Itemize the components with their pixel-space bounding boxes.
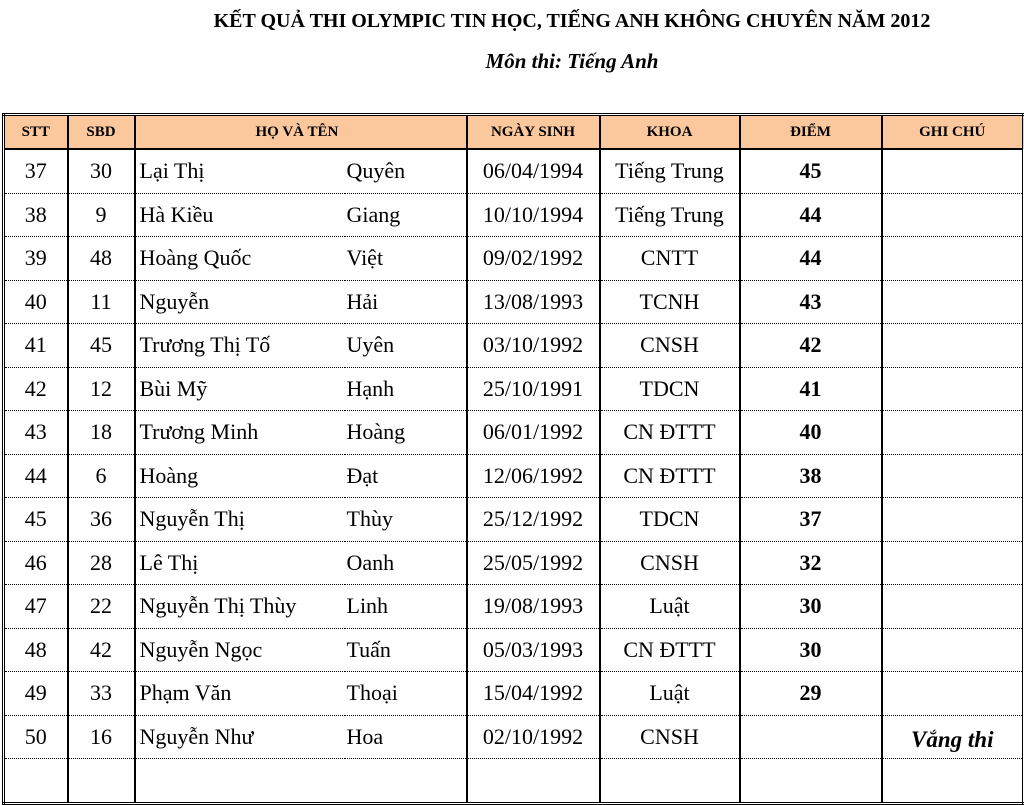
cell-note	[882, 759, 1024, 804]
cell-sbd: 45	[68, 324, 135, 368]
cell-first-name: Nguyễn Thị Thùy	[135, 585, 345, 629]
cell-score: 30	[740, 628, 882, 672]
table-row	[4, 628, 1024, 672]
cell-dob: 06/04/1994	[467, 149, 600, 193]
cell-score: 40	[740, 411, 882, 455]
cell-faculty: Luật	[600, 585, 740, 629]
cell-first-name: Trương Minh	[135, 411, 345, 455]
header-note: GHI CHÚ	[882, 115, 1024, 150]
cell-dob: 19/08/1993	[467, 585, 600, 629]
table-row	[4, 759, 1024, 804]
cell-stt: 42	[4, 367, 68, 411]
cell-sbd: 28	[68, 541, 135, 585]
cell-note	[882, 585, 1024, 629]
cell-last-name: Hạnh	[345, 367, 467, 411]
cell-first-name: Lại Thị	[135, 149, 345, 193]
cell-faculty	[600, 759, 740, 804]
cell-sbd: 12	[68, 367, 135, 411]
cell-dob: 10/10/1994	[467, 193, 600, 237]
cell-first-name: Hoàng Quốc	[135, 237, 345, 281]
cell-note	[882, 367, 1024, 411]
table-row	[4, 367, 1024, 411]
table-row	[4, 672, 1024, 716]
cell-stt: 47	[4, 585, 68, 629]
cell-note	[882, 324, 1024, 368]
cell-score: 42	[740, 324, 882, 368]
header-row	[4, 115, 1024, 150]
cell-sbd: 11	[68, 280, 135, 324]
cell-sbd: 9	[68, 193, 135, 237]
cell-stt: 49	[4, 672, 68, 716]
table-row	[4, 585, 1024, 629]
cell-sbd: 33	[68, 672, 135, 716]
cell-score: 44	[740, 237, 882, 281]
cell-last-name: Đạt	[345, 454, 467, 498]
cell-first-name: Bùi Mỹ	[135, 367, 345, 411]
cell-dob: 09/02/1992	[467, 237, 600, 281]
table-row	[4, 411, 1024, 455]
cell-dob: 12/06/1992	[467, 454, 600, 498]
cell-note	[882, 280, 1024, 324]
cell-sbd: 42	[68, 628, 135, 672]
cell-faculty: TDCN	[600, 367, 740, 411]
header-faculty: KHOA	[600, 115, 740, 150]
cell-last-name: Linh	[345, 585, 467, 629]
cell-faculty: Tiếng Trung	[600, 193, 740, 237]
header-score: ĐIỂM	[740, 115, 882, 150]
cell-stt: 48	[4, 628, 68, 672]
cell-stt: 44	[4, 454, 68, 498]
cell-faculty: CNSH	[600, 324, 740, 368]
cell-last-name: Giang	[345, 193, 467, 237]
cell-first-name: Hoàng	[135, 454, 345, 498]
cell-last-name: Thoại	[345, 672, 467, 716]
cell-last-name: Uyên	[345, 324, 467, 368]
cell-faculty: CNSH	[600, 715, 740, 759]
cell-stt: 38	[4, 193, 68, 237]
table-row	[4, 454, 1024, 498]
cell-stt: 39	[4, 237, 68, 281]
page-title: KẾT QUẢ THI OLYMPIC TIN HỌC, TIẾNG ANH KHÔNG CHUYÊN NĂM 2012	[213, 10, 931, 32]
cell-faculty: TDCN	[600, 498, 740, 542]
cell-note	[882, 237, 1024, 281]
cell-stt	[4, 759, 68, 804]
page-subtitle: Môn thi: Tiếng Anh	[485, 49, 659, 73]
cell-dob: 15/04/1992	[467, 672, 600, 716]
cell-first-name: Nguyễn Thị	[135, 498, 345, 542]
cell-faculty: Luật	[600, 672, 740, 716]
cell-stt: 46	[4, 541, 68, 585]
cell-dob: 25/12/1992	[467, 498, 600, 542]
cell-note	[882, 628, 1024, 672]
cell-dob: 13/08/1993	[467, 280, 600, 324]
cell-sbd: 48	[68, 237, 135, 281]
cell-first-name: Trương Thị Tố	[135, 324, 345, 368]
cell-stt: 50	[4, 715, 68, 759]
table-row	[4, 715, 1024, 759]
cell-last-name: Hải	[345, 280, 467, 324]
cell-stt: 41	[4, 324, 68, 368]
cell-note	[882, 454, 1024, 498]
cell-dob: 05/03/1993	[467, 628, 600, 672]
cell-score: 30	[740, 585, 882, 629]
cell-first-name: Lê Thị	[135, 541, 345, 585]
cell-first-name: Nguyễn	[135, 280, 345, 324]
cell-dob: 02/10/1992	[467, 715, 600, 759]
cell-faculty: CN ĐTTT	[600, 454, 740, 498]
cell-last-name: Việt	[345, 237, 467, 281]
cell-last-name: Thùy	[345, 498, 467, 542]
table-row	[4, 237, 1024, 281]
cell-stt: 40	[4, 280, 68, 324]
cell-last-name: Quyên	[345, 149, 467, 193]
table-header	[4, 115, 1024, 150]
cell-score: 37	[740, 498, 882, 542]
cell-note	[882, 498, 1024, 542]
cell-sbd: 6	[68, 454, 135, 498]
table-row	[4, 149, 1024, 193]
cell-last-name: Hoàng	[345, 411, 467, 455]
cell-faculty: CN ĐTTT	[600, 411, 740, 455]
cell-score	[740, 759, 882, 804]
cell-dob: 25/05/1992	[467, 541, 600, 585]
cell-note	[882, 541, 1024, 585]
header-stt: STT	[4, 115, 68, 150]
header-name: HỌ VÀ TÊN	[135, 115, 467, 150]
table-row	[4, 193, 1024, 237]
cell-score: 44	[740, 193, 882, 237]
cell-score: 38	[740, 454, 882, 498]
cell-note: Vắng thi	[882, 715, 1024, 759]
cell-score: 29	[740, 672, 882, 716]
cell-note	[882, 411, 1024, 455]
cell-sbd: 18	[68, 411, 135, 455]
header-sbd: SBD	[68, 115, 135, 150]
cell-faculty: Tiếng Trung	[600, 149, 740, 193]
table-row	[4, 541, 1024, 585]
cell-last-name: Oanh	[345, 541, 467, 585]
cell-note	[882, 193, 1024, 237]
cell-faculty: CNTT	[600, 237, 740, 281]
cell-stt: 45	[4, 498, 68, 542]
cell-score: 45	[740, 149, 882, 193]
cell-first-name: Phạm Văn	[135, 672, 345, 716]
cell-faculty: TCNH	[600, 280, 740, 324]
cell-first-name: Hà Kiều	[135, 193, 345, 237]
cell-dob	[467, 759, 600, 804]
cell-stt: 43	[4, 411, 68, 455]
cell-last-name: Tuấn	[345, 628, 467, 672]
cell-score	[740, 715, 882, 759]
cell-note	[882, 149, 1024, 193]
cell-faculty: CN ĐTTT	[600, 628, 740, 672]
cell-sbd: 36	[68, 498, 135, 542]
cell-last-name: Hoa	[345, 715, 467, 759]
cell-sbd: 30	[68, 149, 135, 193]
cell-last-name	[345, 759, 467, 804]
cell-dob: 06/01/1992	[467, 411, 600, 455]
cell-sbd: 16	[68, 715, 135, 759]
cell-sbd: 22	[68, 585, 135, 629]
table-body	[4, 149, 1024, 803]
cell-score: 43	[740, 280, 882, 324]
cell-score: 32	[740, 541, 882, 585]
cell-sbd	[68, 759, 135, 804]
cell-note	[882, 672, 1024, 716]
cell-first-name: Nguyễn Như	[135, 715, 345, 759]
cell-first-name	[135, 759, 345, 804]
table-row	[4, 324, 1024, 368]
cell-dob: 03/10/1992	[467, 324, 600, 368]
table-row	[4, 498, 1024, 542]
results-table	[2, 113, 1024, 805]
cell-stt: 37	[4, 149, 68, 193]
cell-first-name: Nguyễn Ngọc	[135, 628, 345, 672]
header-dob: NGÀY SINH	[467, 115, 600, 150]
table-row	[4, 280, 1024, 324]
cell-dob: 25/10/1991	[467, 367, 600, 411]
cell-score: 41	[740, 367, 882, 411]
cell-faculty: CNSH	[600, 541, 740, 585]
